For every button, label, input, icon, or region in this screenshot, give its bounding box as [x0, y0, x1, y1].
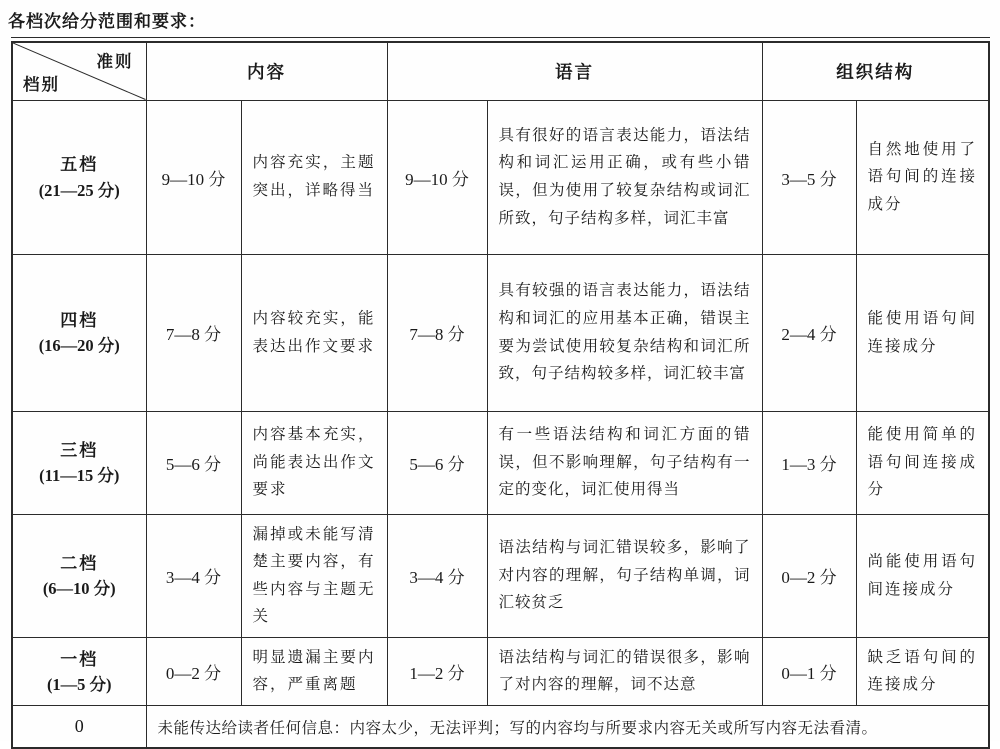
language-score: 7—8 分 [387, 254, 487, 411]
level-cell [12, 254, 146, 411]
level-cell [12, 411, 146, 514]
corner-label-criteria: 准则 [96, 53, 134, 71]
content-score: 3—4 分 [146, 514, 241, 637]
content-score: 5—6 分 [146, 411, 241, 514]
level-range: (21—25 分) [38, 180, 120, 200]
organization-score: 0—1 分 [762, 637, 856, 705]
language-desc: 具有较强的语言表达能力，语法结构和词汇的应用基本正确，错误主要为尝试使用较复杂结构和词汇所致，句子结构较多样，词汇较丰富 [487, 254, 762, 411]
zero-row [12, 705, 989, 748]
language-desc: 有一些语法结构和词汇方面的错误，但不影响理解，句子结构有一定的变化，词汇使用得当 [487, 411, 762, 514]
table-row [12, 254, 989, 411]
organization-desc: 能使用语句间连接成分 [856, 254, 989, 411]
content-score: 9—10 分 [146, 100, 241, 254]
organization-desc: 尚能使用语句间连接成分 [856, 514, 989, 637]
language-desc: 语法结构与词汇的错误很多，影响了对内容的理解，词不达意 [487, 637, 762, 705]
column-header-content: 内容 [146, 42, 387, 100]
content-desc: 内容基本充实，尚能表达出作文要求 [241, 411, 387, 514]
level-range: (1—5 分) [46, 675, 112, 695]
level-name: 四档 [60, 310, 99, 330]
scoring-rubric-table [11, 41, 990, 749]
level-range: (11—15 分) [39, 466, 120, 486]
organization-score: 2—4 分 [762, 254, 856, 411]
level-cell [12, 100, 146, 254]
level-name: 一档 [60, 649, 99, 669]
level-name: 五档 [60, 155, 99, 175]
column-header-language: 语言 [387, 42, 762, 100]
language-desc: 具有很好的语言表达能力，语法结构和词汇运用正确，或有些小错误，但为使用了较复杂结构或词汇所致，句子结构多样，词汇丰富 [487, 100, 762, 254]
page-title: 各档次给分范围和要求： [8, 12, 206, 31]
organization-desc: 自然地使用了语句间的连接成分 [856, 100, 989, 254]
table-row [12, 514, 989, 637]
organization-desc: 缺乏语句间的连接成分 [856, 637, 989, 705]
column-header-organization: 组织结构 [762, 42, 989, 100]
level-cell [12, 514, 146, 637]
rubric-table-container [11, 37, 990, 749]
content-score: 7—8 分 [146, 254, 241, 411]
table-row [12, 411, 989, 514]
level-cell [12, 637, 146, 705]
level-name: 三档 [60, 440, 99, 460]
content-score: 0—2 分 [146, 637, 241, 705]
corner-label-level: 档别 [23, 75, 60, 94]
table-row [12, 100, 989, 254]
content-desc: 明显遗漏主要内容，严重离题 [241, 637, 387, 705]
content-desc: 漏掉或未能写清楚主要内容，有些内容与主题无关 [241, 514, 387, 637]
corner-cell [12, 42, 146, 100]
content-desc: 内容较充实，能表达出作文要求 [241, 254, 387, 411]
language-score: 3—4 分 [387, 514, 487, 637]
zero-desc-cell: 未能传达给读者任何信息：内容太少，无法评判；写的内容均与所要求内容无关或所写内容无法看清。 [146, 705, 989, 748]
content-desc: 内容充实，主题突出，详略得当 [241, 100, 387, 254]
header-row [12, 42, 989, 100]
organization-desc: 能使用简单的语句间连接成分 [856, 411, 989, 514]
organization-score: 1—3 分 [762, 411, 856, 514]
level-range: (16—20 分) [38, 336, 120, 356]
organization-score: 3—5 分 [762, 100, 856, 254]
level-name: 二档 [60, 553, 99, 573]
language-score: 1—2 分 [387, 637, 487, 705]
level-range: (6—10 分) [42, 579, 116, 599]
table-row [12, 637, 989, 705]
zero-level-cell: 0 [12, 705, 146, 748]
language-score: 5—6 分 [387, 411, 487, 514]
language-score: 9—10 分 [387, 100, 487, 254]
language-desc: 语法结构与词汇错误较多，影响了对内容的理解，句子结构单调，词汇较贫乏 [487, 514, 762, 637]
organization-score: 0—2 分 [762, 514, 856, 637]
